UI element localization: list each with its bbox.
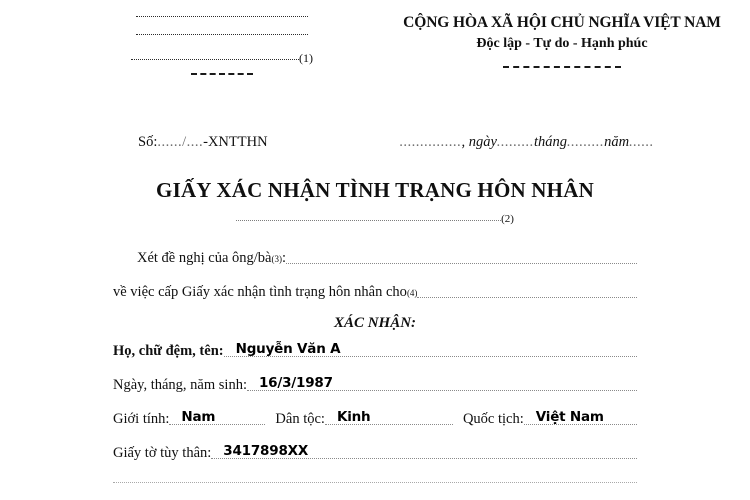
confirmation-heading: XÁC NHẬN:: [333, 315, 417, 331]
issue-date-year-value[interactable]: ......: [629, 134, 654, 150]
issue-date: [400, 134, 654, 151]
issuing-authority-block: [72, 14, 372, 75]
gender-value: Nam: [181, 408, 216, 425]
dob-field[interactable]: [247, 374, 637, 394]
id-label: Giấy tờ tùy thân:: [113, 445, 212, 461]
purpose-line-label: về việc cấp Giấy xác nhận tình trạng hôn nhân cho: [113, 284, 407, 300]
gender-field[interactable]: [169, 408, 265, 428]
title-subline: [0, 214, 750, 225]
ethnicity-field[interactable]: [325, 408, 453, 428]
motto-divider: [503, 66, 621, 68]
issue-date-month-value[interactable]: .........: [567, 134, 605, 150]
request-line: [113, 250, 637, 267]
dob-label: Ngày, tháng, năm sinh:: [113, 377, 247, 393]
authority-line-2: [136, 34, 308, 35]
next-field-rule[interactable]: [113, 482, 637, 483]
issue-date-day-value[interactable]: .........: [496, 134, 534, 150]
issue-place-value[interactable]: ...............: [399, 134, 462, 150]
request-line-colon: :: [282, 250, 287, 266]
authority-divider: [191, 73, 253, 75]
issue-date-month-label: tháng: [534, 134, 568, 150]
issue-date-year-label: năm: [604, 134, 630, 150]
document-title: GIẤY XÁC NHẬN TÌNH TRẠNG HÔN NHÂN: [156, 178, 594, 202]
document-number-label: Số:: [138, 134, 158, 150]
issue-date-day-label: ngày: [468, 134, 497, 150]
document-number-value[interactable]: ....../....: [157, 134, 204, 150]
name-value: Nguyễn Văn A: [235, 340, 341, 357]
request-line-label: Xét đề nghị của ông/bà: [137, 250, 272, 266]
nationality-label: Quốc tịch:: [462, 411, 524, 427]
gender-label: Giới tính:: [113, 411, 170, 427]
field-row-id: [113, 442, 637, 462]
nationality-value: Việt Nam: [535, 408, 604, 425]
field-row-dob: [113, 374, 637, 394]
ethnicity-value: Kinh: [336, 408, 371, 425]
name-label: Họ, chữ đệm, tên:: [113, 343, 224, 359]
request-line-ref: (3): [271, 254, 282, 264]
field-row-name: [113, 340, 637, 360]
ethnicity-label: Dân tộc:: [275, 411, 325, 427]
national-header-block: [382, 14, 742, 68]
reference-row: [0, 134, 750, 151]
request-line-value[interactable]: [286, 263, 637, 264]
nationality-field[interactable]: [524, 408, 637, 428]
document-number-suffix: -XNTTHN: [203, 134, 268, 150]
title-note-ref: (2): [501, 213, 514, 225]
authority-note-ref: (1): [299, 51, 313, 65]
purpose-line-ref: (4): [406, 288, 418, 298]
field-row-gender: [113, 408, 637, 428]
national-motto: Độc lập - Tự do - Hạnh phúc: [476, 36, 648, 51]
issue-date-comma: ,: [461, 134, 469, 150]
name-field[interactable]: [224, 340, 637, 360]
purpose-line-value[interactable]: [417, 297, 637, 298]
authority-line-3: [72, 52, 372, 64]
id-value: 3417898XX: [223, 442, 309, 459]
purpose-line: [113, 284, 637, 301]
document-number: [138, 134, 268, 151]
dob-value: 16/3/1987: [258, 374, 333, 391]
document-header: [0, 14, 750, 75]
id-field[interactable]: [211, 442, 637, 462]
national-title: CỘNG HÒA XÃ HỘI CHỦ NGHĨA VIỆT NAM: [403, 14, 721, 31]
title-subline-rule[interactable]: [236, 220, 501, 221]
authority-line-3-rule: [131, 59, 299, 60]
authority-line-1: [136, 16, 308, 17]
